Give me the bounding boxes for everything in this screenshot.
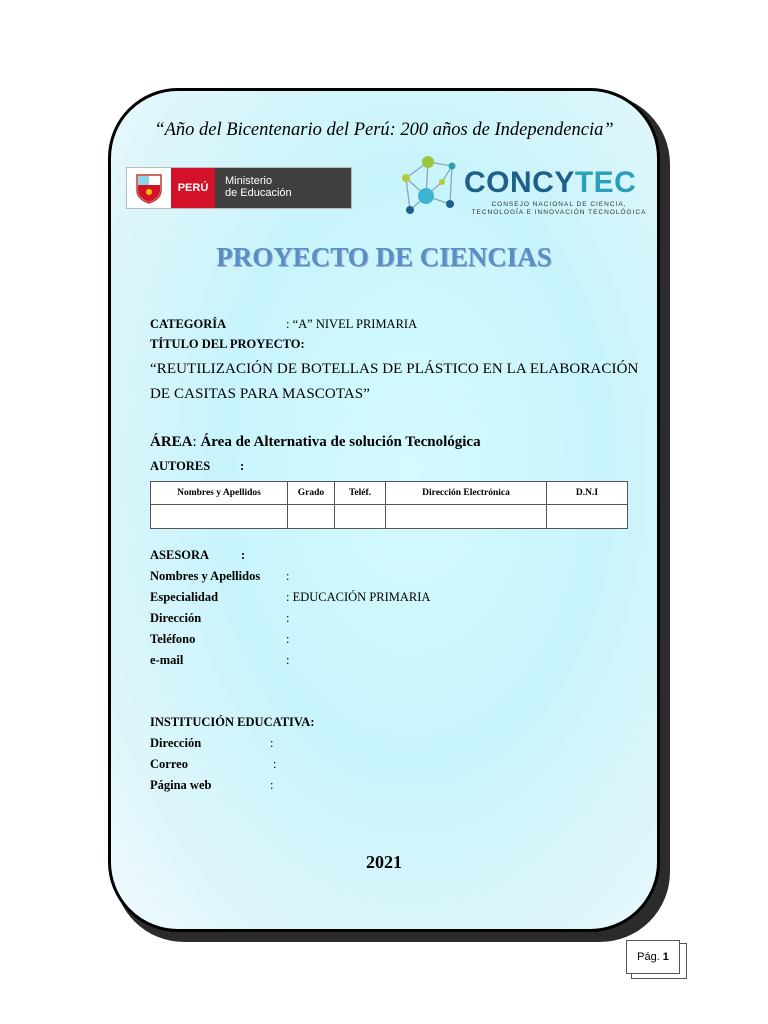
table-cell[interactable] (151, 505, 288, 529)
concytec-subtitle-line2: TECNOLOGÍA E INNOVACIÓN TECNOLÓGICA (471, 209, 647, 216)
field-value: : (286, 611, 290, 625)
concytec-wordmark (464, 166, 636, 200)
asesora-label: ASESORA (150, 548, 210, 562)
institucion-field (150, 778, 274, 793)
column-header: Dirección Electrónica (386, 482, 547, 505)
ministry-label (215, 168, 351, 208)
molecule-icon (392, 152, 464, 224)
field-label: Teléfono (150, 632, 196, 646)
autores-colon: : (240, 459, 245, 473)
field-value: : (273, 757, 277, 771)
table-cell[interactable] (386, 505, 547, 529)
authors-table (150, 481, 628, 529)
minedu-logo (126, 167, 352, 209)
column-header: Grado (288, 482, 335, 505)
area-value: Área de Alternativa de solución Tecnológica (200, 434, 481, 450)
field-value: : (270, 736, 274, 750)
asesora-colon: : (241, 548, 246, 562)
field-value: : (286, 569, 290, 583)
concytec-subtitle (466, 201, 652, 217)
peru-coat-of-arms-icon (127, 168, 171, 208)
column-header: D.N.I (547, 482, 628, 505)
titulo-label: TÍTULO DEL PROYECTO: (150, 337, 305, 351)
institucion-field (150, 736, 274, 751)
field-label: Dirección (150, 736, 202, 750)
page-number-box (626, 940, 680, 974)
project-title-line2: DE CASITAS PARA MASCOTAS” (150, 386, 371, 402)
column-header: Teléf. (335, 482, 386, 505)
field-label: Dirección (150, 611, 202, 625)
area-row (150, 434, 481, 451)
categoria-value: : “A” NIVEL PRIMARIA (286, 317, 418, 331)
page-label: Pág. (637, 951, 660, 963)
asesora-field (150, 590, 431, 605)
field-value: : EDUCACIÓN PRIMARIA (286, 590, 431, 604)
project-title-line1: “REUTILIZACIÓN DE BOTELLAS DE PLÁSTICO EN LA ELABORACIÓN (150, 361, 639, 377)
ministry-line1: Ministerio (225, 175, 273, 187)
field-label: Especialidad (150, 590, 219, 604)
year-motto: “Año del Bicentenario del Perú: 200 años de Independencia” (154, 120, 614, 140)
concytec-subtitle-line1: CONSEJO NACIONAL DE CIENCIA, (491, 201, 627, 208)
field-value: : (286, 653, 290, 667)
column-header: Nombres y Apellidos (151, 482, 288, 505)
page-number: 1 (662, 951, 669, 963)
ministry-line2: de Educación (225, 187, 292, 199)
field-value: : (270, 778, 274, 792)
institucion-field (150, 757, 277, 772)
titulo-row (150, 337, 305, 352)
concytec-logo (392, 152, 662, 224)
institucion-row (150, 715, 315, 730)
area-sep: : (192, 434, 201, 450)
project-title (150, 357, 640, 407)
asesora-field (150, 653, 290, 668)
autores-label: AUTORES (150, 459, 211, 473)
year: 2021 (366, 852, 402, 872)
table-cell[interactable] (288, 505, 335, 529)
document-title: PROYECTO DE CIENCIAS (216, 242, 552, 272)
categoria-label: CATEGORÍA (150, 317, 227, 331)
field-label: Página web (150, 778, 212, 792)
table-cell[interactable] (547, 505, 628, 529)
concytec-wordmark-a: CONCY (464, 166, 575, 199)
field-value: : (286, 632, 290, 646)
asesora-field (150, 569, 290, 584)
autores-row (150, 459, 245, 474)
field-label: Correo (150, 757, 188, 771)
concytec-wordmark-b: TEC (574, 166, 637, 199)
authors-header-row (151, 482, 628, 505)
categoria-row (150, 317, 418, 332)
asesora-field (150, 632, 290, 647)
table-cell[interactable] (335, 505, 386, 529)
field-label: e-mail (150, 653, 184, 667)
asesora-field (150, 611, 290, 626)
peru-label: PERÚ (171, 168, 215, 208)
institucion-label: INSTITUCIÓN EDUCATIVA: (150, 715, 315, 729)
asesora-row (150, 548, 246, 563)
table-row (151, 505, 628, 529)
area-label: ÁREA (150, 434, 193, 450)
field-label: Nombres y Apellidos (150, 569, 261, 583)
